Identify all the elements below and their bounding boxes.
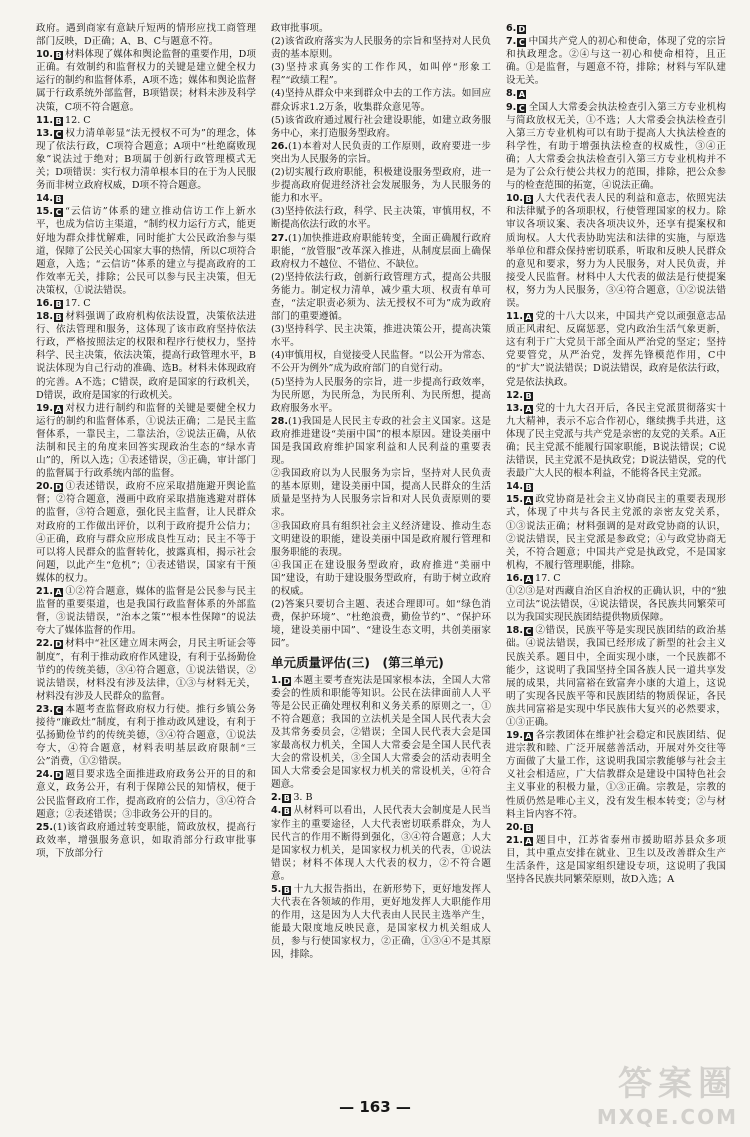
answer-item xyxy=(506,101,726,193)
question-number: 1. xyxy=(271,674,282,686)
answer-text: (1)该省政府通过转变职能，简政放权，提高行政效率，增强服务意识，如取消部分行政审批事项，下放部分行 xyxy=(36,821,256,859)
answer-text: (3)坚持依法行政，科学、民主决策，审慎用权，不断提高依法行政的水平。 xyxy=(271,206,491,231)
answer-letter-box: A xyxy=(55,588,62,598)
answer-text: 17. C xyxy=(65,297,91,309)
answer-text: 本题考查监督政府权力行使。推行乡镇公务接待“廉政灶”制度，有利于推动政风建设，有利于弘扬勤俭节约的传统美德，③④符合题意，①说法夸大，④符合题意，材料表明基层政府限制“三公”消费，①②错误。 xyxy=(36,703,256,768)
answer-item xyxy=(271,61,491,87)
answer-item xyxy=(271,87,491,113)
answer-text: ①②③是对西藏自治区自治权的正确认识，中的“独立司法”说法错误，④说法错误，各民族共同繁荣可以为我国实现民族团结提供物质保障。 xyxy=(506,586,726,624)
answer-text: ①表述错误，政府不应采取措施避开舆论监督；②符合题意，漫画中政府采取措施逃避对群体的监督，③符合题意，强化民主监督，让人民群众对政府的工作做出评价，以利于政府提升公信力；④正确，政府与群众应形成良性互动；民主不等于可以将人民群众的监督转化，披露真相，揭示社会问题，以此产生“危机”；①表述错误，国家有干预媒体的权力。 xyxy=(36,481,256,584)
answer-text: 材料体现了媒体和舆论监督的重要作用，D项正确。有效制约和监督权力的关键是建立健全权力运行的制约和监督体系，A项不选；媒体和舆论监督属于行政系统外部监督，B项错误；材料未涉及科学决策，C项不符合题意。 xyxy=(36,49,256,113)
answer-text: 17. C xyxy=(535,572,561,584)
answer-text: ②我国政府以为人民服务为宗旨，坚持对人民负责的基本原则，建设美丽中国，提高人民群众的生活质量是坚持为人民服务宗旨和对人民负责原则的要求。 xyxy=(271,468,491,519)
answer-text: (5)该省政府通过履行社会建设职能，如建立政务服务中心，来打造服务型政府。 xyxy=(271,114,491,139)
answer-letter-box: A xyxy=(525,836,532,846)
question-number: 7. xyxy=(506,36,517,48)
answer-text: ④我国正在建设服务型政府，政府推进“美丽中国”建设，有助于建设服务型政府，有助于树立政府的权威。 xyxy=(271,559,491,598)
answer-text: ①②符合题意，媒体的监督是公民参与民主监督的重要渠道，也是我国行政监督体系的外部监督，③说法错误，“治本之策”“根本性保障”的说法夸大了媒体监督的作用。 xyxy=(36,586,256,637)
answer-letter-box: D xyxy=(518,25,526,34)
answer-item xyxy=(36,297,256,310)
answer-letter-box: A xyxy=(525,574,532,584)
answer-text: 题目中，江苏省泰州市援助昭苏县众多项目，其中重点安排在就业、卫生以及改善群众生产生活条件，这是国家组织建设专项，这说明了我国坚持各民族共同繁荣原则，故D入选；A xyxy=(506,834,726,886)
answer-text: 人大代表代表人民的利益和意志，依照宪法和法律赋予的各项职权，行使管理国家的权力。除审议各项议案、表决各项决议外，还享有提案权和质询权。人大代表协助宪法和法律的实施，与原选举单位和群众保持密切联系，听取和反映人民群众的意见和要求，努力为人民服务，对人民负责，并接受人民监督。材料中人大代表的做法是行使提案权，努力为人民服务，③④符合题意，①②说法错误。 xyxy=(506,193,726,309)
answer-letter-box: A xyxy=(525,313,532,323)
answer-item xyxy=(271,467,491,519)
answer-text: (3)坚持科学、民主决策，推进决策公开，提高决策水平。 xyxy=(271,324,491,349)
answer-text: (2)答案只要切合主题、表述合理即可。如“绿色消费，保护环境”、“杜绝浪费，勤俭节约”、“保护环境，建设美丽中国”、“建设生态文明，共创美丽家园”。 xyxy=(271,599,491,650)
answer-item xyxy=(506,624,726,729)
answer-text: 党的十八大以来，中国共产党以顽强意志品质正风肃纪、反腐惩恶，党内政治生活气象更新，这有利于广大党员干部全面从严治党的坚定；坚持党要管党，从严治党，发挥先锋模范作用，C中的“扩大”说法错误；D说法错误，政府是依法行政，党是依法执政。 xyxy=(506,311,726,388)
question-number: 20. xyxy=(506,821,523,833)
answer-item xyxy=(271,598,491,650)
answer-letter-box: B xyxy=(283,807,290,817)
answer-item xyxy=(271,205,491,231)
answer-item xyxy=(271,35,491,61)
answer-letter-box: D xyxy=(55,640,62,650)
answer-item xyxy=(271,166,491,205)
answer-letter-box: B xyxy=(55,116,62,126)
answer-letter-box: A xyxy=(525,404,532,414)
answer-item xyxy=(36,637,256,702)
answer-item xyxy=(36,585,256,637)
answer-text: (2)坚持依法行政，创新行政管理方式，提高公共服务能力。制定权力清单，减少重大项、权责有单可查，“法定职责必须为、法无授权不可为”成为政府部门的重要遵循。 xyxy=(271,271,491,323)
question-number: 15. xyxy=(36,206,53,218)
answer-item xyxy=(271,114,491,140)
answer-text: (4)坚持从群众中来到群众中去的工作方法。如回应群众诉求1.2万条，收集群众意见等。 xyxy=(271,88,491,113)
question-number: 27. xyxy=(271,232,288,244)
question-number: 21. xyxy=(506,834,523,846)
answer-letter-box: C xyxy=(55,705,62,715)
answer-item xyxy=(36,22,256,48)
question-number: 12. xyxy=(506,389,523,401)
answer-text: 本题主要考查宪法是国家根本法，全国人大常委会的性质和职能等知识。公民在法律面前人人平等是公民正确处理权利和义务关系的原则之一，①不符合题意；我国的立法机关是全国人民代表大会及其常务委员会，②错误；全国人民代表大会是国家最高权力机关，全国人大常委会是全国人民代表大会的常设机关，③全国人大常委会的活动表明全国人大常委会是国家权力机关的常设机关，④符合题意。 xyxy=(271,674,491,791)
answer-item xyxy=(36,703,256,768)
answer-text: ③我国政府具有组织社会主义经济建设、推动生态文明建设的职能，建设美丽中国是政府履行管理和服务职能的表现。 xyxy=(271,520,491,558)
question-number: 10. xyxy=(506,193,523,205)
answer-letter-box: C xyxy=(518,103,525,113)
answer-item xyxy=(36,192,256,205)
answer-item xyxy=(506,834,726,886)
question-number: 24. xyxy=(36,769,53,781)
answer-text: 政党协商是社会主义协商民主的重要表现形式，体现了中共与各民主党派的亲密友党关系，①③说法正确；材料强调的是对政党协商的认识，②说法错误，民主党派是参政党；④与政党协商无关，不符合题意；中国共产党是执政党，不是国家机构，不履行管理职能，排除。 xyxy=(506,494,726,571)
question-number: 10. xyxy=(36,49,53,61)
answer-text: 中国共产党人的初心和使命，体现了党的宗旨和执政理念。②④与这一初心和使命相符，且正确。①是监督，与题意不符，排除；材料与军队建设无关。 xyxy=(506,36,726,87)
answer-letter-box: D xyxy=(283,676,291,686)
answer-item xyxy=(36,310,256,402)
answer-item xyxy=(506,493,726,572)
answer-item xyxy=(506,585,726,624)
answer-letter-box: C xyxy=(525,627,532,637)
answer-item xyxy=(271,883,491,962)
answer-item xyxy=(36,127,256,192)
answer-letter-box: A xyxy=(525,732,532,742)
answer-item xyxy=(271,674,491,792)
answer-letter-box: C xyxy=(518,38,525,48)
question-number: 11. xyxy=(506,311,523,323)
answer-item xyxy=(506,821,726,834)
answer-item xyxy=(506,22,726,35)
section-title: 单元质量评估(三) (第三单元) xyxy=(271,654,444,670)
answer-item xyxy=(506,192,726,310)
answer-letter-box: B xyxy=(283,886,290,895)
question-number: 18. xyxy=(506,625,523,637)
answer-letter-box: B xyxy=(55,195,62,205)
answer-text: (5)坚持为人民服务的宗旨，进一步提高行政效率，为民所愿，为民所急，为民所利、为民所想，提高政府服务水平。 xyxy=(271,376,491,414)
answer-letter-box: C xyxy=(55,129,62,139)
answer-text: 从材料可以看出，人民代表大会制度是人民当家作主的重要途径，人大代表密切联系群众，为人民代言的作用不断得到强化，③④符合题意；人大是国家权力机关，是国家权力机关的代表，①说法错误；材料不体现人大代表的权力，②不符合题意。 xyxy=(271,805,491,882)
answer-item xyxy=(36,114,256,127)
answer-item xyxy=(36,402,256,481)
question-number: 4. xyxy=(271,805,282,817)
answer-text: 十九大报告指出，在新形势下，更好地发挥人大代表在各领域的作用，更好地发挥人大职能作用的作用，这是因为人大代表由人民民主选举产生，能最大限度地反映民意，是国家权力机关组成人员，参与行使国家权力，②正确，①③④不是其原因，排除。 xyxy=(271,884,491,961)
answer-letter-box: B xyxy=(525,195,532,205)
answer-text: “云信访”体系的建立推动信访工作上新水平，也成为信访主渠道，“制约权力运行方式，能更好地为群众排忧解难，同时能扩大公民政治参与渠道，保障了公民关心国家大事的热情，所以C项符合题意，入选；“云信访”体系的建立与提高政府的工作效率无关，排除；公民可以参与民主决策，但无决策权，①说法错误。 xyxy=(36,206,256,296)
answer-item xyxy=(271,232,491,271)
answer-letter-box: D xyxy=(55,771,62,781)
answer-item xyxy=(506,87,726,100)
question-number: 23. xyxy=(36,703,53,715)
question-number: 20. xyxy=(36,481,53,493)
answer-item xyxy=(506,480,726,493)
answer-text: (1)我国是人民民主专政的社会主义国家。这是政府推进建设“美丽中国”的根本原因。建设美丽中国是我国政府维护国家利益和人民利益的重要表现。 xyxy=(271,415,491,467)
answer-item xyxy=(271,271,491,323)
answer-letter-box: B xyxy=(525,391,532,401)
question-number: 22. xyxy=(36,638,53,650)
answer-text: (1)本着对人民负责的工作原则，政府要进一步突出为人民服务的宗旨。 xyxy=(271,140,491,165)
answer-text: (3)坚持求真务实的工作作风，如叫停“形象工程”“政绩工程”。 xyxy=(271,62,491,87)
answer-item xyxy=(36,821,256,860)
answer-letter-box: A xyxy=(518,90,525,100)
answer-item xyxy=(506,729,726,821)
answer-text: 材料强调了政府机构依法设置，决策依法进行、依法管理和服务，这体现了该市政府坚持依法行政，严格按照法定的权限和程序行使权力，坚持科学、民主决策，依法决策，提高行政管理水平，B说法体现为自己行动的准确、选B。材料未体现政府的完善。A不选；C错误，政府是国家的行政机关，D错误，政府是国家的行政机关。 xyxy=(36,311,256,401)
answer-letter-box: B xyxy=(525,483,532,493)
answer-text: 12. C xyxy=(65,114,91,126)
answer-item xyxy=(271,323,491,349)
answer-letter-box: B xyxy=(525,823,532,833)
answer-text: (2)切实履行政府职能，积极建设服务型政府，进一步提高政府促进经济社会发展服务，为人民服务的能力和水平。 xyxy=(271,167,491,205)
answer-text: 党的十九大召开后，各民主党派贯彻落实十九大精神，表示不忘合作初心，继续携手共进，这体现了民主党派与共产党是亲密的友党的关系。A正确；民主党派不能履行国家职能，B说法错误；C说法错误，民主党派不是执政党；D说法错误，党的代表最广大人民的根本利益，不能将各民主党派。 xyxy=(506,402,726,480)
answer-item xyxy=(271,376,491,415)
answer-letter-box: B xyxy=(55,51,62,61)
answer-text: ②错误，民族平等是实现民族团结的政治基础。④说法错误，我国已经形成了新型的社会主义民族关系。题目中，全面实现小康，一个民族都不能少，这说明了我国坚持全国各族人民一道共享发展的成果，共同富裕在致富奔小康的大道上，这说明了实现各民族平等和民族团结的物质保证，各民族共同富裕是实现中华民族伟大复兴的必然要求，①③正确。 xyxy=(506,625,726,728)
answer-text: 权力清单彰显“法无授权不可为”的理念，体现了依法行政，C项符合题意；A项中“杜绝腐败现象”说法过于绝对；B项属于创新行政管理模式无关；D项错误：实行权力清单根本目的在于为人民服务而非树立政府权威，D项不符合题意。 xyxy=(36,127,256,192)
answer-item xyxy=(36,205,256,297)
question-number: 18. xyxy=(36,311,53,323)
answer-letter-box: D xyxy=(55,483,62,493)
question-number: 25. xyxy=(36,821,53,833)
question-number: 16. xyxy=(506,572,523,584)
question-number: 13. xyxy=(506,402,523,414)
answer-item xyxy=(271,349,491,375)
answer-text: 材料中“社区建立周末两会，月民主听证会等制度”，有利于推动政府作风建设，有利于弘扬勤俭节约的传统美德，③④符合题意，①说法错误，②说法错误，材料没有涉及法律，①③与材料无关，材料没有涉及人民群众的监督。 xyxy=(36,638,256,702)
answer-text: 对权力进行制约和监督的关键是要健全权力运行的制约和监督体系，①说法正确；二是民主监督体系，一靠民主，二靠法治，②说法正确，从依法制和民主的角度来回答实现政治生态的“绿水青山”的，所以入选；①表述错误，③正确，审计部门的监督属于行政系统内部的监督。 xyxy=(36,402,256,480)
column-right xyxy=(506,22,726,1092)
answer-item xyxy=(271,22,491,35)
answer-letter-box: B xyxy=(283,794,290,804)
question-number: 15. xyxy=(506,494,523,506)
answer-letter-box: B xyxy=(55,299,62,309)
answer-text: 各宗教团体在维护社会稳定和民族团结、促进宗教和睦、广泛开展慈善活动，开展对外交往等方面做了大量工作，这说明我国宗教能够与社会主义社会相适应，广大信教群众是建设中国特色社会主义事业的积极力量，①③正确。宗教是，宗教的性质仍然是唯心主义，没有发生根本转变；②与材料主旨内容不符。 xyxy=(506,730,726,820)
question-number: 19. xyxy=(506,730,523,742)
answer-item xyxy=(506,310,726,389)
answer-item xyxy=(271,140,491,166)
answer-item xyxy=(271,804,491,883)
answer-item xyxy=(506,35,726,87)
question-number: 19. xyxy=(36,402,53,414)
document-page xyxy=(36,22,726,1092)
question-number: 26. xyxy=(271,140,288,152)
answer-text: 政府。遇到商家有意缺斤短两的情形应找工商管理部门反映，D正确；A、B、C与题意不符。 xyxy=(36,23,256,48)
answer-item xyxy=(36,768,256,820)
answer-item xyxy=(271,559,491,598)
answer-item xyxy=(506,402,726,481)
answer-item xyxy=(506,389,726,402)
answer-letter-box: C xyxy=(55,208,62,218)
page-number: — 163 — xyxy=(339,1098,411,1116)
answer-text: 全国人大常委会执法检查引入第三方专业机构与简政放权无关，①不选；人大常委会执法检查引入第三方专业机构可以有助于提高人大执法检查的科学性，有助于增强执法检查的权威性，③④正确；人大常委会执法检查引入第三方专业机构并不是为了公众行使公共权力的范围，排除，把公众参与的检查范围的拓宽，④说法正确。 xyxy=(506,101,726,192)
question-number: 16. xyxy=(36,297,53,309)
answer-item xyxy=(36,480,256,585)
question-number: 2. xyxy=(271,792,282,804)
answer-text: (4)审慎用权，自觉接受人民监督。“以公开为常态、不公开为例外”成为政府部门的自觉行动。 xyxy=(271,350,491,375)
question-number: 9. xyxy=(506,101,517,113)
answer-letter-box: A xyxy=(525,496,532,506)
question-number: 6. xyxy=(506,23,517,34)
watermark-text: 答案圈 xyxy=(618,1064,738,1104)
question-number: 14. xyxy=(36,193,53,205)
question-number: 14. xyxy=(506,481,523,493)
answer-letter-box: B xyxy=(55,313,62,323)
answer-text: 题目要求选全面推进政府政务公开的目的和意义，政务公开，有利于保障公民的知情权，便于公民监督政府工作，提高政府的公信力，③④符合题意；②表述错误；③非政务公开的目的。 xyxy=(36,769,256,820)
answer-text: 3. B xyxy=(293,792,313,804)
answer-item xyxy=(271,791,491,804)
answer-item xyxy=(36,48,256,113)
watermark-url: MXQE.COM xyxy=(596,1105,738,1129)
answer-letter-box: A xyxy=(55,404,62,414)
column-left xyxy=(36,22,256,1092)
column-middle xyxy=(271,22,491,1092)
question-number: 11. xyxy=(36,114,53,126)
answer-item xyxy=(271,415,491,467)
answer-item xyxy=(506,572,726,585)
question-number: 8. xyxy=(506,88,517,100)
question-number: 5. xyxy=(271,884,282,895)
answer-text: (1)加快推进政府职能转变，全面正确履行政府职能，“放管服”改革深入推进，从制度层面上确保政府权力不越位、不错位、不缺位。 xyxy=(271,232,491,270)
watermark-logo xyxy=(597,1056,738,1129)
answer-text: (2)该省政府落实为人民服务的宗旨和坚持对人民负责的基本原则。 xyxy=(271,36,491,61)
answer-item xyxy=(271,520,491,559)
question-number: 13. xyxy=(36,127,53,139)
question-number: 21. xyxy=(36,586,53,598)
question-number: 28. xyxy=(271,415,288,427)
answer-text: 政审批事项。 xyxy=(271,23,329,34)
